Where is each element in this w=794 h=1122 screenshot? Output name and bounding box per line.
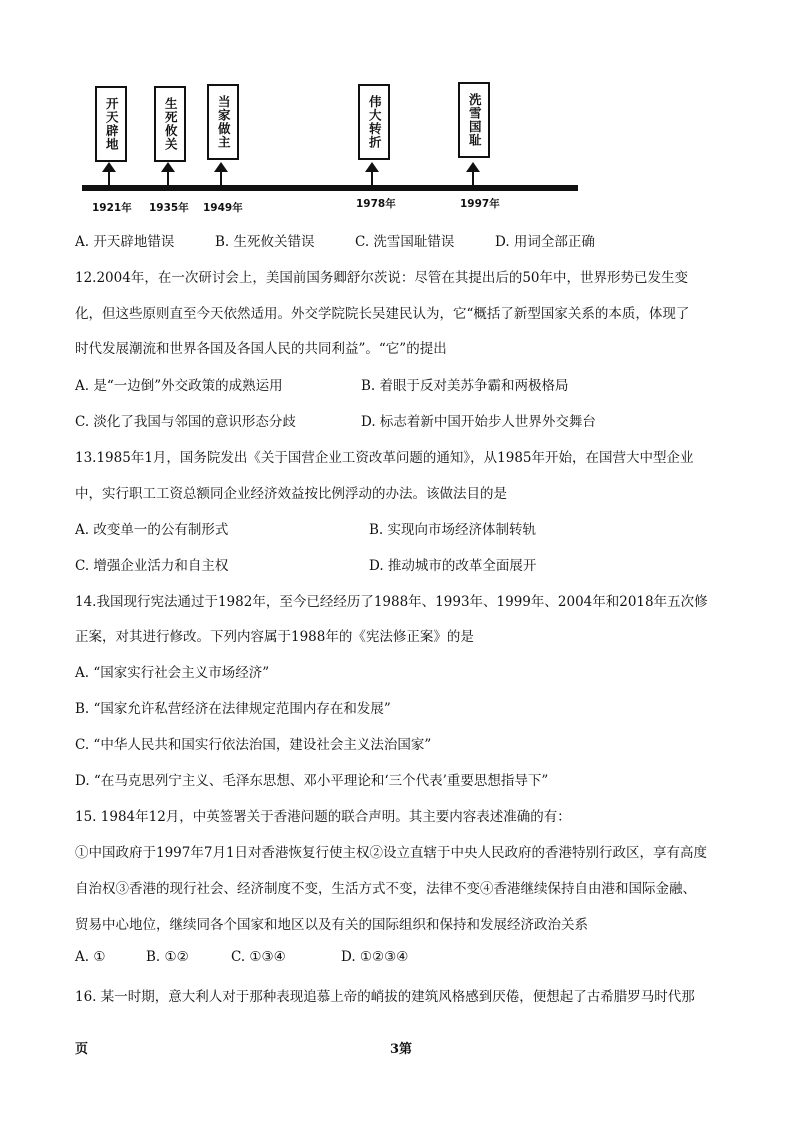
arrow-up-icon — [472, 164, 474, 186]
q13-stem-line: 中，实行职工工资总额同企业经济效益按比例浮动的办法。该做法目的是 — [75, 486, 507, 502]
timeline-label: 伟大转折 — [367, 95, 383, 149]
timeline-box-1997 — [458, 82, 490, 158]
q14-option-b: B. “国家允许私营经济在法律规定范围内存在和发展” — [75, 701, 391, 717]
arrow-up-icon — [220, 164, 222, 186]
q15-stem-line: ①中国政府于1997年7月1日对香港恢复行使主权②设立直辖于中央人民政府的香港特别行政区，享有高度 — [75, 845, 708, 861]
q14-stem-line: 正案，对其进行修改。下列内容属于1988年的《宪法修正案》的是 — [75, 629, 474, 645]
timeline-box-1921 — [95, 86, 127, 162]
page-footer-left: 页 — [75, 1042, 89, 1057]
page-number: 3第 — [390, 1042, 413, 1057]
q15-option-b: B. ①② — [146, 949, 189, 965]
q12-stem-line: 12.2004年，在一次研讨会上，美国前国务卿舒尔茨说：尽管在其提出后的50年中，世界形势已发生变 — [75, 270, 689, 286]
timeline-year: 1921年 — [92, 202, 132, 214]
timeline-year: 1935年 — [149, 202, 189, 214]
q13-option-a: A. 改变单一的公有制形式 — [75, 522, 229, 538]
q12-option-c: C. 淡化了我国与邻国的意识形态分歧 — [75, 414, 296, 430]
timeline-figure — [0, 0, 794, 220]
arrow-up-icon — [167, 164, 169, 186]
timeline-axis — [82, 185, 578, 191]
timeline-box-1935 — [154, 86, 186, 162]
q15-option-c: C. ①③④ — [231, 949, 286, 965]
q11-option-c: C. 洗雪国耻错误 — [355, 234, 455, 250]
timeline-label: 开天辟地 — [104, 97, 120, 151]
q15-option-a: A. ① — [75, 949, 106, 965]
q14-option-c: C. “中华人民共和国实行依法治国，建设社会主义法治国家” — [75, 737, 432, 753]
q11-option-d: D. 用词全部正确 — [495, 234, 595, 250]
q15-option-d: D. ①②③④ — [341, 949, 409, 965]
q11-option-b: B. 生死攸关错误 — [215, 234, 315, 250]
timeline-year: 1978年 — [356, 198, 396, 210]
timeline-box-1978 — [358, 84, 390, 160]
q16-stem-line: 16. 某一时期，意大利人对于那种表现追慕上帝的峭拔的建筑风格感到厌倦，便想起了古希腊罗马时代那 — [75, 989, 695, 1005]
q12-option-b: B. 着眼于反对美苏争霸和两极格局 — [361, 378, 569, 394]
q13-option-d: D. 推动城市的改革全面展开 — [369, 558, 537, 574]
timeline-box-1949 — [207, 84, 239, 160]
q15-stem-line: 15. 1984年12月，中英签署关于香港问题的联合声明。其主要内容表述准确的有： — [75, 809, 571, 825]
q13-option-c: C. 增强企业活力和自主权 — [75, 558, 229, 574]
q12-stem-line: 化，但这些原则直至今天依然适用。外交学院院长吴建民认为，它“概括了新型国家关系的本质，体现了 — [75, 306, 690, 322]
q14-stem-line: 14.我国现行宪法通过于1982年，至今已经经历了1988年、1993年、1999年、2004年和2018年五次修 — [75, 594, 708, 610]
q12-option-a: A. 是“一边倒”外交政策的成熟运用 — [75, 378, 283, 394]
timeline-label: 生死攸关 — [163, 97, 179, 151]
q14-option-a: A. “国家实行社会主义市场经济” — [75, 665, 270, 681]
timeline-year: 1949年 — [203, 202, 243, 214]
q15-stem-line: 自治权③香港的现行社会、经济制度不变，生活方式不变，法律不变④香港继续保持自由港和国际金融、 — [75, 881, 696, 897]
q12-option-d: D. 标志着新中国开始步人世界外交舞台 — [361, 414, 596, 430]
q14-option-d: D. “在马克思列宁主义、毛泽东思想、邓小平理论和‘三个代表’重要思想指导下” — [75, 773, 549, 789]
arrow-up-icon — [371, 164, 373, 186]
q12-stem-line: 时代发展潮流和世界各国及各国人民的共同利益”。“它”的提出 — [75, 341, 447, 357]
timeline-label: 洗雪国耻 — [467, 93, 483, 147]
timeline-year: 1997年 — [460, 198, 500, 210]
q13-stem-line: 13.1985年1月，国务院发出《关于国营企业工资改革问题的通知》，从1985年开始，在国营大中型企业 — [75, 450, 694, 466]
q11-option-a: A. 开天辟地错误 — [75, 234, 175, 250]
arrow-up-icon — [108, 164, 110, 186]
q15-stem-line: 贸易中心地位，继续同各个国家和地区以及有关的国际组织和保持和发展经济政治关系 — [75, 917, 588, 933]
timeline-label: 当家做主 — [216, 95, 232, 149]
q13-option-b: B. 实现向市场经济体制转轨 — [369, 522, 537, 538]
